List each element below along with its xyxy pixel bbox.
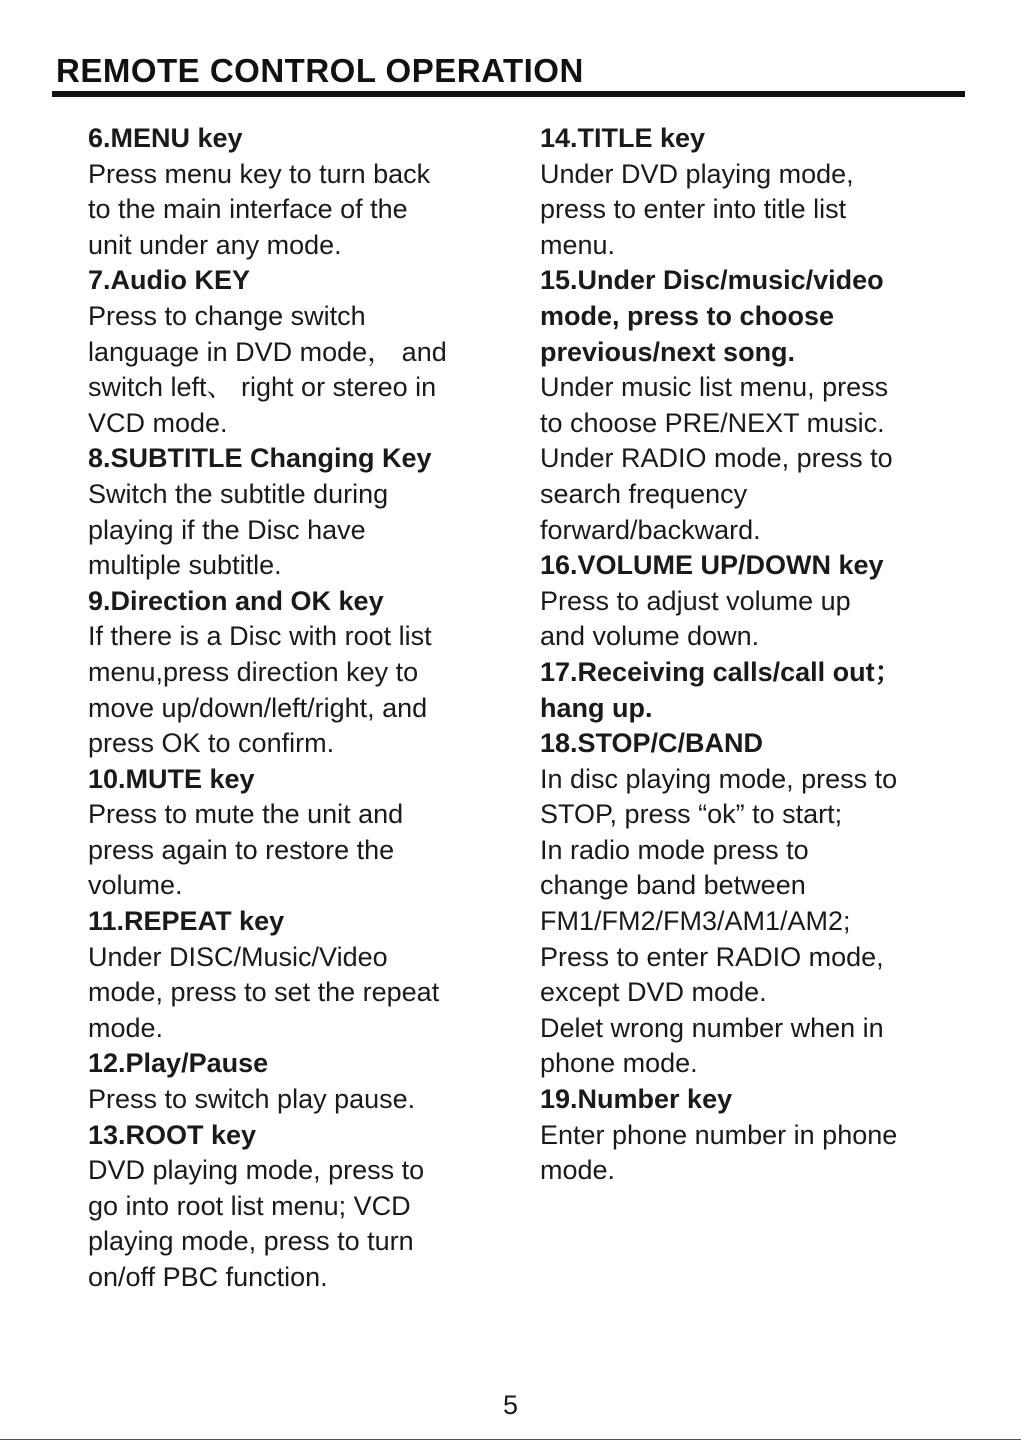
key-section	[540, 1082, 980, 1189]
key-section	[540, 655, 980, 726]
key-section	[88, 1046, 508, 1117]
section-text: STOP, press “ok” to start;	[540, 799, 843, 830]
section-text: In disc playing mode, press to	[540, 763, 898, 794]
section-heading: 17.Receiving calls/call out；	[540, 656, 902, 687]
section-text: If there is a Disc with root list	[88, 621, 432, 652]
section-text: press OK to confirm.	[88, 728, 335, 759]
section-text: volume.	[88, 870, 183, 901]
section-heading: 10.MUTE key	[88, 763, 255, 794]
section-heading: 6.MENU key	[88, 123, 243, 153]
bottom-divider	[0, 1439, 1021, 1440]
section-heading: 11.REPEAT key	[88, 906, 285, 937]
key-section	[88, 762, 508, 904]
key-section	[540, 263, 980, 548]
section-heading: 9.Direction and OK key	[88, 585, 384, 616]
section-text: except DVD mode.	[540, 977, 767, 1008]
section-text: DVD playing mode, press to	[88, 1155, 425, 1186]
key-section	[88, 1118, 508, 1296]
title-divider	[52, 91, 965, 97]
key-section	[88, 904, 508, 1046]
section-heading: 18.STOP/C/BAND	[540, 728, 764, 759]
section-text: Delet wrong number when in	[540, 1012, 884, 1043]
section-heading: 16.VOLUME UP/DOWN key	[540, 550, 884, 581]
section-heading: 15.Under Disc/music/video	[540, 265, 884, 296]
section-heading: 8.SUBTITLE Changing Key	[88, 443, 432, 474]
section-text: Under music list menu, press	[540, 372, 889, 403]
section-text: In radio mode press to	[540, 834, 809, 865]
section-text: multiple subtitle.	[88, 550, 282, 581]
section-heading: 14.TITLE key	[540, 123, 706, 153]
section-text: playing if the Disc have	[88, 514, 366, 545]
section-text: Press to enter RADIO mode,	[540, 941, 884, 972]
key-section	[88, 263, 508, 441]
section-text: move up/down/left/right, and	[88, 692, 428, 723]
section-text: FM1/FM2/FM3/AM1/AM2;	[540, 906, 851, 937]
section-text: Switch the subtitle during	[88, 478, 389, 509]
section-text: Press to mute the unit and	[88, 799, 404, 830]
section-text: playing mode, press to turn	[88, 1226, 414, 1257]
section-text: press again to restore the	[88, 834, 395, 865]
section-text: switch left、 right or stereo in	[88, 372, 437, 403]
section-text: search frequency	[540, 478, 748, 509]
section-text: mode, press to set the repeat	[88, 977, 440, 1008]
right-column	[540, 121, 980, 1189]
section-text: mode.	[88, 1012, 164, 1043]
section-heading: 7.Audio KEY	[88, 265, 251, 296]
section-heading: 13.ROOT key	[88, 1119, 257, 1150]
section-text: language in DVD mode， and	[88, 336, 447, 367]
section-text: to the main interface of the	[88, 194, 408, 225]
section-text: change band between	[540, 870, 806, 901]
section-text: Press to adjust volume up	[540, 585, 851, 616]
section-text: mode.	[540, 1155, 616, 1186]
section-heading: 12.Play/Pause	[88, 1048, 269, 1079]
section-text: go into root list menu; VCD	[88, 1190, 411, 1221]
section-text: and volume down.	[540, 621, 760, 652]
key-section	[88, 584, 508, 762]
section-text: Under DVD playing mode,	[540, 158, 854, 189]
section-text: Press to switch play pause.	[88, 1084, 416, 1115]
section-text: Enter phone number in phone	[540, 1119, 898, 1150]
section-text: on/off PBC function.	[88, 1262, 328, 1292]
section-text: Press to change switch	[88, 300, 366, 331]
section-heading: hang up.	[540, 692, 653, 723]
key-section	[88, 441, 508, 583]
page-number: 5	[502, 1390, 519, 1420]
page-title: REMOTE CONTROL OPERATION	[56, 52, 584, 89]
section-text: unit under any mode.	[88, 229, 342, 260]
section-heading: previous/next song.	[540, 336, 796, 367]
section-text: forward/backward.	[540, 514, 761, 545]
section-text: press to enter into title list	[540, 194, 847, 225]
section-text: Under DISC/Music/Video	[88, 941, 388, 972]
key-section	[88, 121, 508, 263]
section-text: VCD mode.	[88, 407, 228, 438]
section-text: menu.	[540, 229, 616, 260]
left-column	[88, 121, 508, 1296]
section-text: Press menu key to turn back	[88, 158, 431, 189]
section-heading: mode, press to choose	[540, 300, 835, 331]
section-text: menu,press direction key to	[88, 656, 419, 687]
section-text: phone mode.	[540, 1048, 698, 1079]
section-heading: 19.Number key	[540, 1084, 733, 1115]
key-section	[540, 548, 980, 655]
section-text: Under RADIO mode, press to	[540, 443, 893, 474]
key-section	[540, 121, 980, 263]
key-section	[540, 726, 980, 1082]
section-text: to choose PRE/NEXT music.	[540, 407, 885, 438]
